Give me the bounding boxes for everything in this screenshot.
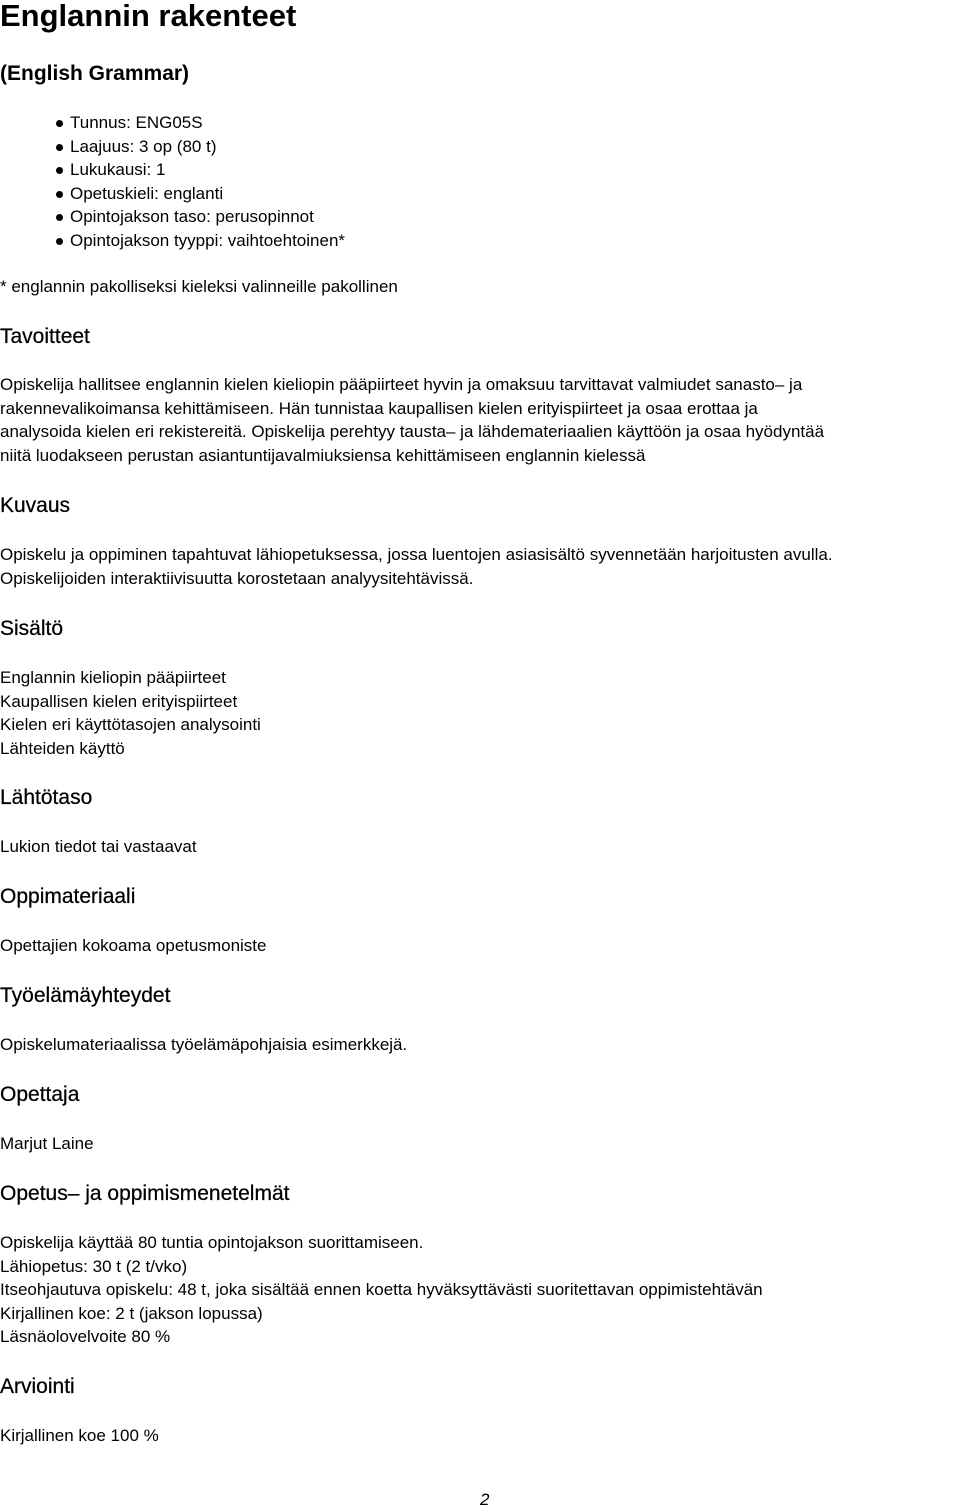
heading-tavoitteet: Tavoitteet [0,325,90,348]
document-subtitle: (English Grammar) [0,62,190,85]
tavoitteet-text [0,373,824,467]
course-facts-list [56,111,345,252]
arviointi-text: Kirjallinen koe 100 % [0,1426,159,1445]
text-line: Opiskelijoiden interaktiivisuutta korostetaan analyysitehtävissä. [0,568,474,588]
heading-kuvaus: Kuvaus [0,494,71,517]
fact-language: Opetuskieli: englanti [56,182,345,206]
menetelmat-text [0,1231,763,1349]
text-line: Lähiopetus: 30 t (2 t/vko) [0,1256,188,1276]
fact-level: Opintojakson taso: perusopinnot [56,205,345,229]
text-line: analysoida kielen eri rekistereitä. Opiskelija perehtyy tausta– ja lähdemateriaalien käyttöön ja osaa hyödyntää [0,422,825,441]
sisalto-list [0,666,261,760]
heading-oppimateriaali: Oppimateriaali [0,885,136,908]
text-line: rakennevalikoimansa kehittämiseen. Hän tunnistaa kaupallisen kielen erityispiirteet ja osaa erottaa ja [0,398,758,418]
text-line: Opiskelu ja oppiminen tapahtuvat lähiopetuksessa, jossa luentojen asiasisältö syvennetään harjoitusten avulla. [0,545,833,564]
text-line: Itseohjautuva opiskelu: 48 t, joka sisältää ennen koetta hyväksyttävästi suoritettavan oppimistehtävän [0,1280,763,1299]
text-line: niitä luodakseen perustan asiantuntijavalmiuksiensa kehittämiseen englannin kielessä [0,445,646,465]
fact-semester: Lukukausi: 1 [56,158,345,182]
heading-lahtotaso: Lähtötaso [0,786,93,809]
fact-type: Opintojakson tyyppi: vaihtoehtoinen* [56,229,345,253]
heading-tyoelamayhteydet: Työelämäyhteydet [0,984,171,1007]
footnote: * englannin pakolliseksi kieleksi valinneille pakollinen [0,277,398,296]
content-item: Lähteiden käyttö [0,738,125,758]
heading-arviointi: Arviointi [0,1375,75,1398]
text-line: Opiskelija hallitsee englannin kielen kieliopin pääpiirteet hyvin ja omaksuu tarvittavat valmiudet sanasto– ja [0,375,803,394]
heading-menetelmat: Opetus– ja oppimismenetelmät [0,1182,290,1205]
content-item: Englannin kieliopin pääpiirteet [0,668,226,687]
opettaja-name: Marjut Laine [0,1134,94,1153]
content-item: Kielen eri käyttötasojen analysointi [0,715,261,734]
lahtotaso-text: Lukion tiedot tai vastaavat [0,837,197,856]
fact-scope: Laajuus: 3 op (80 t) [56,135,345,159]
text-line: Kirjallinen koe: 2 t (jakson lopussa) [0,1303,263,1323]
kuvaus-text [0,543,833,590]
oppimateriaali-text: Opettajien kokoama opetusmoniste [0,936,267,955]
heading-opettaja: Opettaja [0,1083,80,1106]
content-item: Kaupallisen kielen erityispiirteet [0,691,238,711]
page-number: 2 [480,1490,490,1509]
document-title: Englannin rakenteet [0,0,297,33]
heading-sisalto: Sisältö [0,617,64,640]
text-line: Opiskelija käyttää 80 tuntia opintojakson suorittamiseen. [0,1233,424,1252]
tyoelama-text: Opiskelumateriaalissa työelämäpohjaisia esimerkkejä. [0,1035,408,1054]
fact-code: Tunnus: ENG05S [56,111,345,135]
text-line: Läsnäolovelvoite 80 % [0,1327,171,1346]
